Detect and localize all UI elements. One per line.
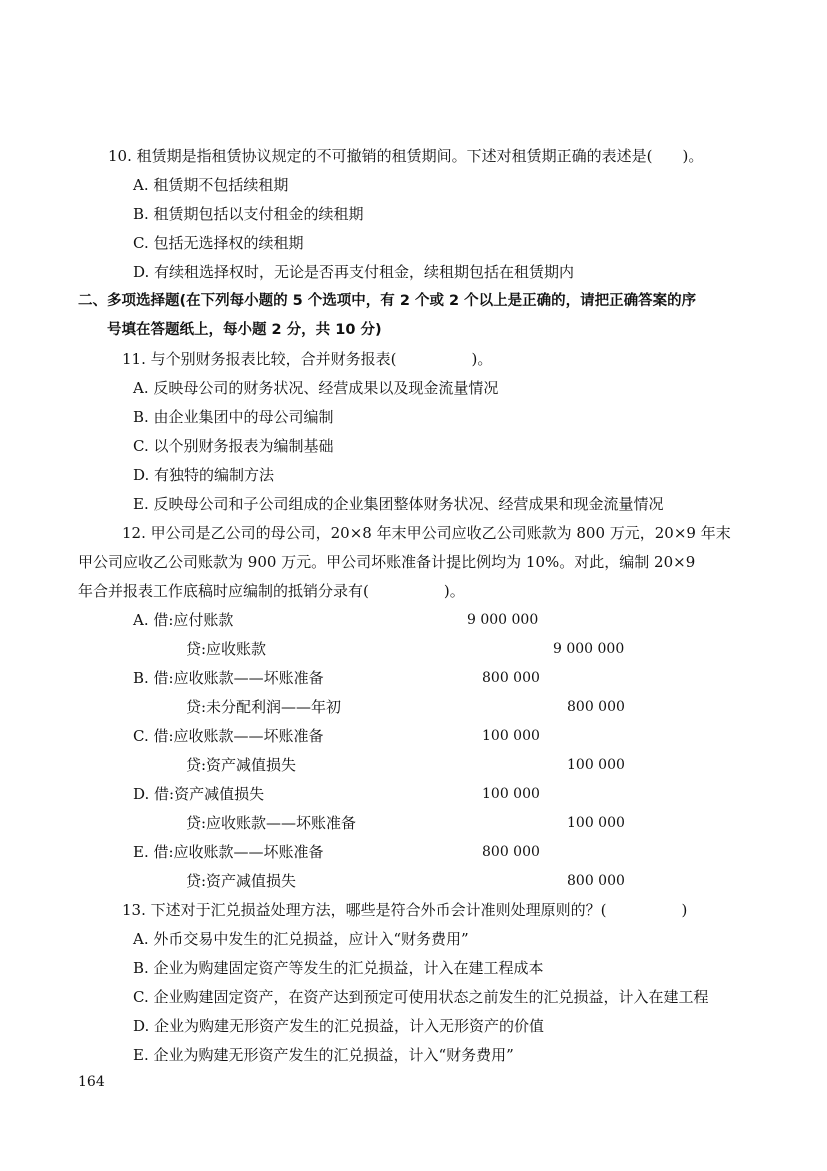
q13-option-d: D. 企业为购建无形资产发生的汇兑损益，计入无形资产的价值 — [133, 1017, 545, 1035]
q12-entry-e-debit: E. 借:应收账款——坏账准备 — [133, 843, 324, 861]
q11-option-b: B. 由企业集团中的母公司编制 — [133, 408, 334, 426]
q12-stem-line2: 甲公司应收乙公司账款为 900 万元。甲公司坏账准备计提比例均为 10%。对此，编制 20×9 — [78, 553, 696, 571]
q12-entry-e-debit-amount: 800 000 — [482, 844, 540, 860]
q12-entry-b-debit: B. 借:应收账款——坏账准备 — [133, 669, 324, 687]
q12-entry-c-credit: 贷:资产减值损失 — [186, 756, 297, 774]
section-heading-line2: 号填在答题纸上，每小题 2 分，共 10 分) — [107, 322, 382, 338]
q13-option-e: E. 企业为购建无形资产发生的汇兑损益，计入“财务费用” — [133, 1046, 514, 1064]
q12-stem-line1: 12. 甲公司是乙公司的母公司，20×8 年末甲公司应收乙公司账款为 800 万元，20×9 年末 — [122, 524, 731, 542]
q10-option-a: A. 租赁期不包括续租期 — [133, 176, 289, 194]
q13-option-c: C. 企业购建固定资产，在资产达到预定可使用状态之前发生的汇兑损益，计入在建工程 — [133, 988, 709, 1006]
q10-option-b: B. 租赁期包括以支付租金的续租期 — [133, 205, 364, 223]
q12-entry-e-credit: 贷:资产减值损失 — [186, 872, 297, 890]
q12-entry-c-debit: C. 借:应收账款——坏账准备 — [133, 727, 324, 745]
q12-entry-d-credit: 贷:应收账款——坏账准备 — [186, 814, 357, 832]
q12-entry-c-debit-amount: 100 000 — [482, 728, 540, 744]
q13-option-b: B. 企业为购建固定资产等发生的汇兑损益，计入在建工程成本 — [133, 959, 544, 977]
q12-entry-e-credit-amount: 800 000 — [567, 873, 625, 889]
q12-entry-a-debit: A. 借:应付账款 — [133, 611, 234, 629]
q11-option-c: C. 以个别财务报表为编制基础 — [133, 437, 334, 455]
q10-option-d: D. 有续租选择权时，无论是否再支付租金，续租期包括在租赁期内 — [133, 263, 575, 281]
q10-option-c: C. 包括无选择权的续租期 — [133, 234, 304, 252]
q11-stem: 11. 与个别财务报表比较，合并财务报表( )。 — [122, 350, 493, 368]
q12-entry-d-credit-amount: 100 000 — [567, 815, 625, 831]
q12-entry-a-credit-amount: 9 000 000 — [553, 641, 625, 657]
q13-option-a: A. 外币交易中发生的汇兑损益，应计入“财务费用” — [133, 930, 469, 948]
q10-stem: 10. 租赁期是指租赁协议规定的不可撤销的租赁期间。下述对租赁期正确的表述是( )。 — [108, 147, 704, 165]
q13-stem: 13. 下述对于汇兑损益处理方法，哪些是符合外币会计准则处理原则的？( ) — [122, 901, 688, 919]
page-number: 164 — [78, 1074, 105, 1090]
q12-entry-c-credit-amount: 100 000 — [567, 757, 625, 773]
q12-entry-b-debit-amount: 800 000 — [482, 670, 540, 686]
q12-entry-a-credit: 贷:应收账款 — [186, 640, 267, 658]
q12-entry-d-debit-amount: 100 000 — [482, 786, 540, 802]
q12-stem-line3: 年合并报表工作底稿时应编制的抵销分录有( )。 — [78, 582, 465, 600]
q12-entry-b-credit: 贷:未分配利润——年初 — [186, 698, 342, 716]
q12-entry-d-debit: D. 借:资产减值损失 — [133, 785, 265, 803]
section-heading-line1: 二、多项选择题(在下列每小题的 5 个选项中，有 2 个或 2 个以上是正确的，请把正确答案的序 — [78, 293, 697, 309]
q12-entry-b-credit-amount: 800 000 — [567, 699, 625, 715]
q11-option-e: E. 反映母公司和子公司组成的企业集团整体财务状况、经营成果和现金流量情况 — [133, 495, 664, 513]
q11-option-a: A. 反映母公司的财务状况、经营成果以及现金流量情况 — [133, 379, 499, 397]
q12-entry-a-debit-amount: 9 000 000 — [467, 612, 539, 628]
q11-option-d: D. 有独特的编制方法 — [133, 466, 275, 484]
